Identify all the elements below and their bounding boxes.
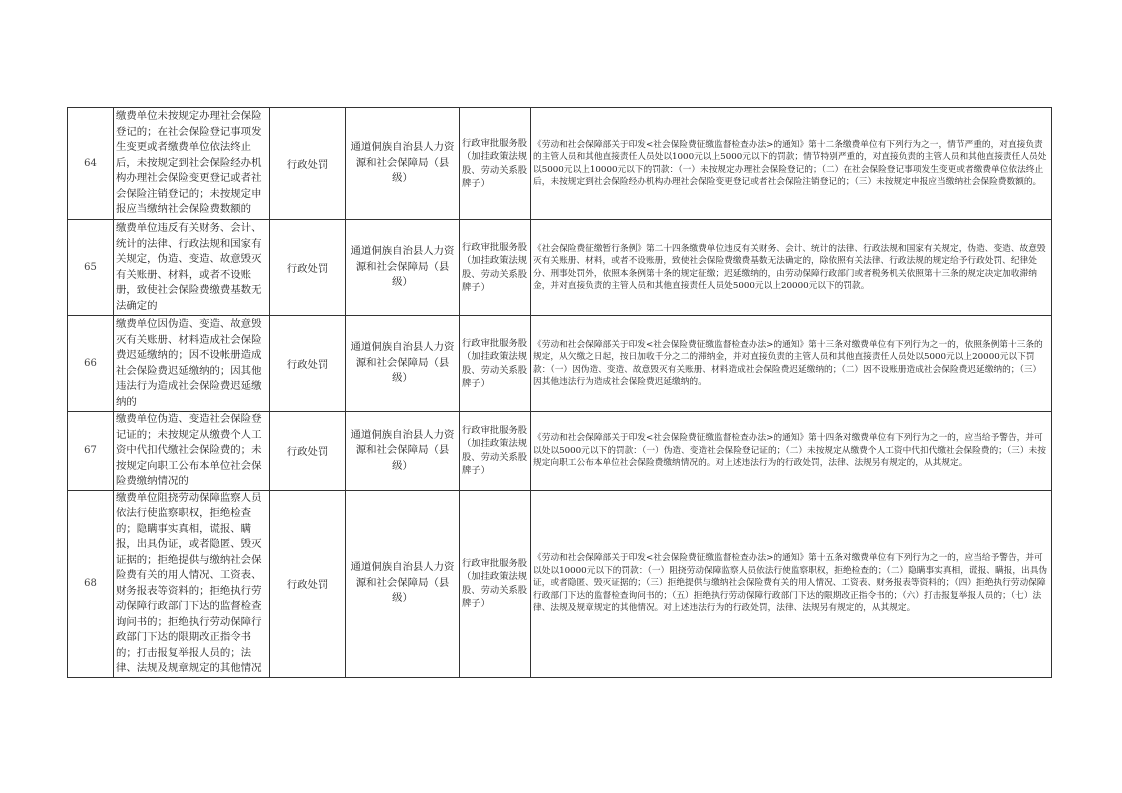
power-category: 行政处罚 (270, 108, 346, 220)
legal-basis: 《劳动和社会保障部关于印发<社会保险费征缴监督检查办法>的通知》第十五条对缴费单位有下列行为之一的，应当给予警告，并可以处以10000元以下的罚款：（一）阻挠劳动保障监察人员依法行使监察职权，拒绝检查的；（二）隐瞒事实真相，谎报、瞒报，出具伪证，或者隐匿、毁灭证据的；（三）拒绝提供与缴纳社会保险费有关的用人情况、工资表、财务报表等资料的；（四）拒绝执行劳动保障行政部门下达的监督检查询问书的；（五）拒绝执行劳动保障行政部门下达的限期改正指令书的；（六）打击报复举报人员的；（七）法律、法规及规章规定的其他情况。对上述违法行为的行政处罚，法律、法规另有规定的，从其规定。 (531, 490, 1052, 677)
power-category: 行政处罚 (270, 316, 346, 412)
enforcement-department: 通道侗族自治县人力资源和社会保障局（县级） (346, 412, 460, 491)
violation-description: 缴费单位因伪造、变造、故意毁灭有关账册、材料造成社会保险费迟延缴纳的；因不设帐册造成社会保险费迟延缴纳的；因其他违法行为造成社会保险费迟延缴纳的 (114, 316, 270, 412)
row-number: 64 (68, 108, 114, 220)
table-row (68, 490, 1052, 677)
table-row (68, 412, 1052, 491)
violation-description: 缴费单位未按规定办理社会保险登记的；在社会保险登记事项发生变更或者缴费单位依法终止后，未按规定到社会保险经办机构办理社会保险变更登记或者社会保险注销登记的；未按规定申报应当缴纳社会保险费数额的 (114, 108, 270, 220)
table-row (68, 316, 1052, 412)
row-number: 66 (68, 316, 114, 412)
violation-description: 缴费单位阻挠劳动保障监察人员依法行使监察职权，拒绝检查的；隐瞒事实真相，谎报、瞒报，出具伪证，或者隐匿、毁灭证据的；拒绝提供与缴纳社会保险费有关的用人情况、工资表、财务报表等资料的；拒绝执行劳动保障行政部门下达的监督检查询问书的；拒绝执行劳动保障行政部门下达的限期改正指令书的；打击报复举报人员的；法律、法规及规章规定的其他情况 (114, 490, 270, 677)
enforcement-department: 通道侗族自治县人力资源和社会保障局（县级） (346, 220, 460, 316)
penalty-table (67, 107, 1052, 678)
table-row (68, 108, 1052, 220)
legal-basis: 《劳动和社会保障部关于印发<社会保险费征缴监督检查办法>的通知》第十二条缴费单位有下列行为之一，情节严重的，对直接负责的主管人员和其他直接责任人员处以1000元以上5000元以下的罚款；情节特别严重的，对直接负责的主管人员和其他直接责任人员处以5000元以上10000元以下的罚款：（一）未按规定办理社会保险登记的；（二）在社会保险登记事项发生变更或者缴费单位依法终止后，未按规定到社会保险经办机构办理社会保险变更登记或者社会保险注销登记的；（三）未按规定申报应当缴纳社会保险费数额的。 (531, 108, 1052, 220)
power-category: 行政处罚 (270, 412, 346, 491)
row-number: 65 (68, 220, 114, 316)
power-category: 行政处罚 (270, 220, 346, 316)
violation-description: 缴费单位伪造、变造社会保险登记证的；未按规定从缴费个人工资中代扣代缴社会保险费的；未按规定向职工公布本单位社会保险费缴纳情况的 (114, 412, 270, 491)
responsible-unit: 行政审批服务股（加挂政策法规股、劳动关系股牌子） (460, 490, 531, 677)
enforcement-department: 通道侗族自治县人力资源和社会保障局（县级） (346, 316, 460, 412)
enforcement-department: 通道侗族自治县人力资源和社会保障局（县级） (346, 490, 460, 677)
responsible-unit: 行政审批服务股（加挂政策法规股、劳动关系股牌子） (460, 316, 531, 412)
legal-basis: 《社会保险费征缴暂行条例》第二十四条缴费单位违反有关财务、会计、统计的法律、行政法规和国家有关规定，伪造、变造、故意毁灭有关账册、材料，或者不设账册，致使社会保险费缴费基数无法确定的，除依照有关法律、行政法规的规定给予行政处罚、纪律处分、刑事处罚外，依照本条例第十条的规定征缴；迟延缴纳的，由劳动保障行政部门或者税务机关依照第十三条的规定决定加收滞纳金，并对直接负责的主管人员和其他直接责任人员处5000元以上20000元以下的罚款。 (531, 220, 1052, 316)
legal-basis: 《劳动和社会保障部关于印发<社会保险费征缴监督检查办法>的通知》第十三条对缴费单位有下列行为之一的，依照条例第十三条的规定，从欠缴之日起，按日加收千分之二的滞纳金，并对直接负责的主管人员和其他直接责任人员处以5000元以上20000元以下罚款：（一）因伪造、变造、故意毁灭有关账册、材料造成社会保险费迟延缴纳的；（二）因不设账册造成社会保险费迟延缴纳的；（三）因其他违法行为造成社会保险费迟延缴纳的。 (531, 316, 1052, 412)
table-row (68, 220, 1052, 316)
responsible-unit: 行政审批服务股（加挂政策法规股、劳动关系股牌子） (460, 412, 531, 491)
power-category: 行政处罚 (270, 490, 346, 677)
responsible-unit: 行政审批服务股（加挂政策法规股、劳动关系股牌子） (460, 108, 531, 220)
legal-basis: 《劳动和社会保障部关于印发<社会保险费征缴监督检查办法>的通知》第十四条对缴费单位有下列行为之一的，应当给予警告，并可以处以5000元以下的罚款：（一）伪造、变造社会保险登记证的；（二）未按规定从缴费个人工资中代扣代缴社会保险费的；（三）未按规定向职工公布本单位社会保险费缴纳情况的。对上述违法行为的行政处罚，法律、法规另有规定的，从其规定。 (531, 412, 1052, 491)
responsible-unit: 行政审批服务股（加挂政策法规股、劳动关系股牌子） (460, 220, 531, 316)
row-number: 68 (68, 490, 114, 677)
violation-description: 缴费单位违反有关财务、会计、统计的法律、行政法规和国家有关规定，伪造、变造、故意毁灭有关账册、材料，或者不设账册，致使社会保险费缴费基数无法确定的 (114, 220, 270, 316)
enforcement-department: 通道侗族自治县人力资源和社会保障局（县级） (346, 108, 460, 220)
row-number: 67 (68, 412, 114, 491)
